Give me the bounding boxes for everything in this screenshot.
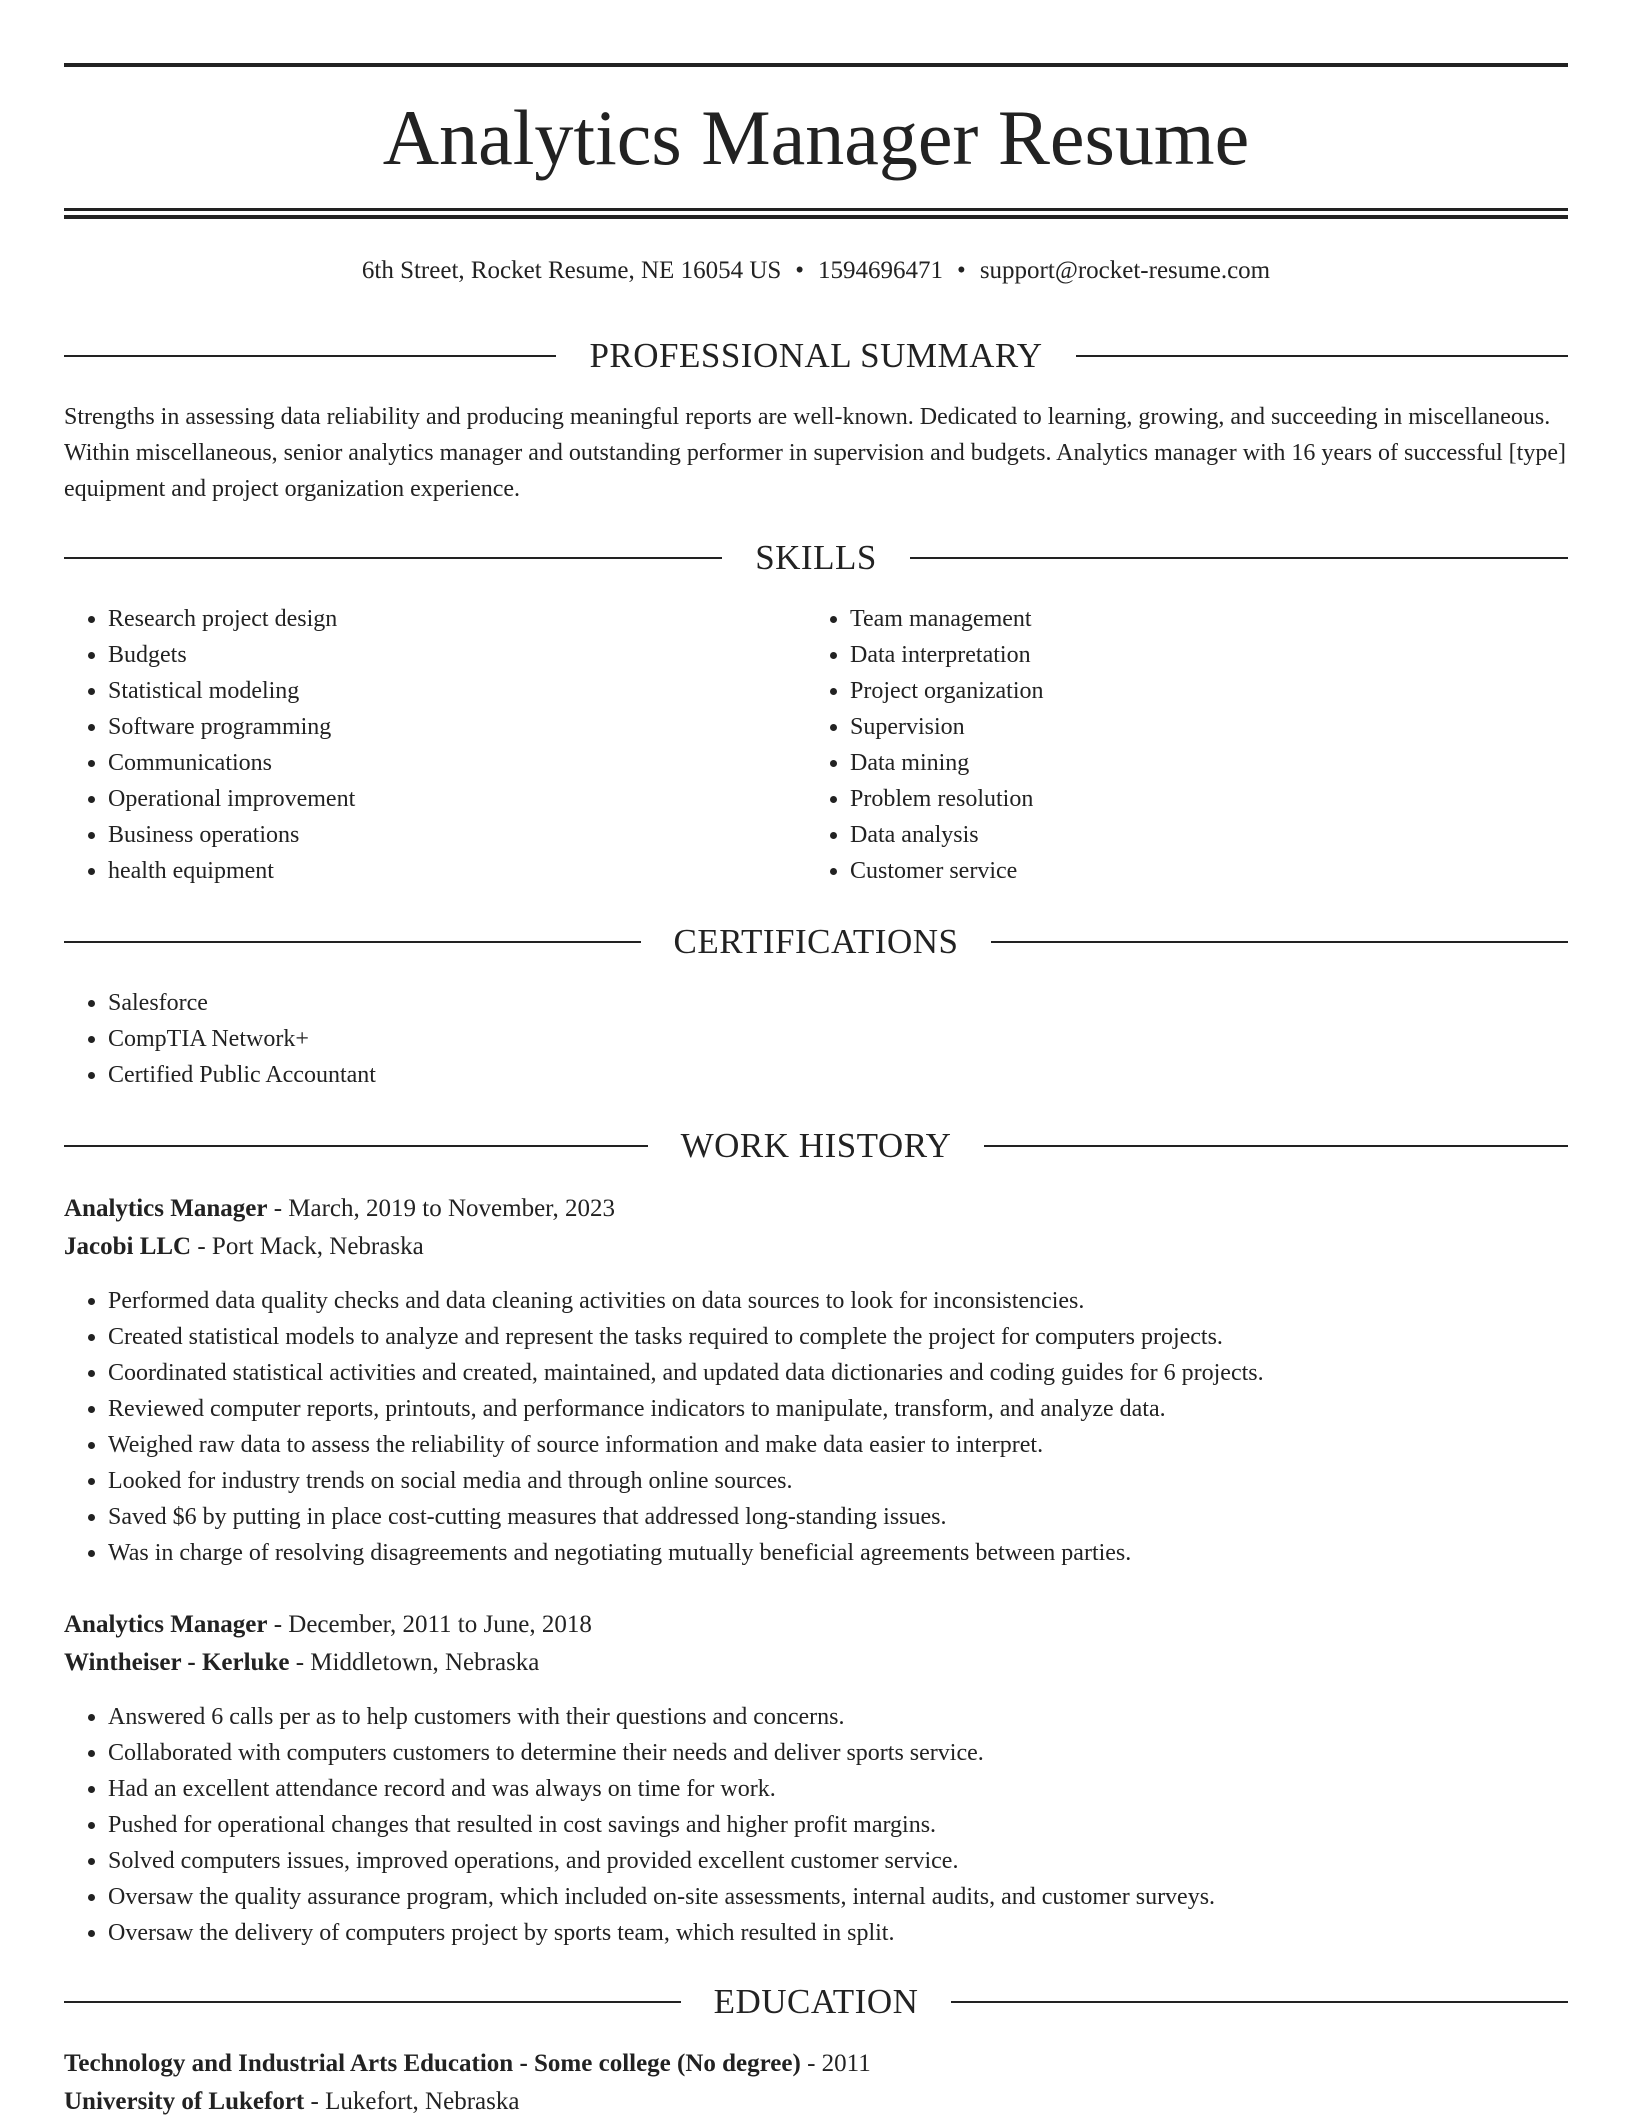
heading-rule (984, 1145, 1568, 1147)
contact-line (64, 253, 1568, 289)
summary-text: Strengths in assessing data reliability and producing meaningful reports are well-known. Dedicated to learning, growing, and succeeding in miscellaneous. Within miscellaneous, senior analytics manager and outstanding performer in supervision and budgets. Analytics manager with 16 years of successful [type] equipment and project organization experience. (64, 404, 1566, 502)
list-item: • Looked for industry trends on social media and through online sources. (108, 1463, 1568, 1499)
list-item: • Created statistical models to analyze and represent the tasks required to complete the project for computers projects. (108, 1319, 1568, 1355)
education-degree: Technology and Industrial Arts Education - Some college (No degree) (64, 2050, 801, 2077)
heading-rule (64, 1145, 648, 1147)
list-item: • CompTIA Network+ (108, 1021, 1508, 1057)
list-item: • Software programming (108, 709, 808, 745)
education-degree-line (64, 2045, 871, 2083)
heading-rule (64, 941, 641, 943)
section-heading-skills (64, 536, 1568, 580)
list-item: • Solved computers issues, improved operations, and provided excellent customer service. (108, 1843, 1568, 1879)
list-item: • Oversaw the delivery of computers project by sports team, which resulted in split. (108, 1915, 1568, 1951)
title-rule-lower (64, 215, 1568, 219)
job-location: - Middletown, Nebraska (289, 1649, 540, 1676)
contact-separator: • (957, 257, 966, 284)
section-title: SKILLS (755, 538, 877, 577)
section-heading-certifications (64, 920, 1568, 964)
list-item: • Pushed for operational changes that resulted in cost savings and higher profit margins. (108, 1807, 1568, 1843)
list-item: • health equipment (108, 853, 808, 889)
skills-list-right (806, 601, 1550, 889)
job-company-line (64, 1644, 539, 1682)
list-item: • Team management (850, 601, 1550, 637)
list-item: • Problem resolution (850, 781, 1550, 817)
list-item: • Performed data quality checks and data cleaning activities on data sources to look for inconsistencies. (108, 1283, 1568, 1319)
list-item: • Answered 6 calls per as to help customers with their questions and concerns. (108, 1699, 1568, 1735)
list-item: • Communications (108, 745, 808, 781)
list-item: • Supervision (850, 709, 1550, 745)
job-title: Analytics Manager (64, 1611, 268, 1638)
section-heading-work-history (64, 1124, 1568, 1168)
contact-phone: 1594696471 (818, 257, 944, 284)
education-school-line (64, 2083, 519, 2121)
heading-rule (991, 941, 1568, 943)
list-item: • Research project design (108, 601, 808, 637)
job-company: Jacobi LLC (64, 1233, 192, 1260)
list-item: • Coordinated statistical activities and created, maintained, and updated data dictionaries and coding guides for 6 projects. (108, 1355, 1568, 1391)
job-location: - Port Mack, Nebraska (191, 1233, 424, 1260)
section-title: PROFESSIONAL SUMMARY (589, 336, 1043, 375)
job-company-line (64, 1228, 424, 1266)
skills-list-left (64, 601, 808, 889)
heading-rule (951, 2001, 1568, 2003)
section-title: CERTIFICATIONS (673, 922, 959, 961)
list-item: • Statistical modeling (108, 673, 808, 709)
list-item: • Data analysis (850, 817, 1550, 853)
job-title-line (64, 1606, 592, 1644)
list-item: • Certified Public Accountant (108, 1057, 1508, 1093)
heading-rule (64, 2001, 681, 2003)
job-dates: - March, 2019 to November, 2023 (267, 1195, 615, 1222)
contact-address: 6th Street, Rocket Resume, NE 16054 US (361, 257, 782, 284)
title-rule-upper (64, 208, 1568, 211)
job-bullets (64, 1699, 1568, 1951)
list-item: • Weighed raw data to assess the reliability of source information and make data easier to interpret. (108, 1427, 1568, 1463)
list-item: • Data mining (850, 745, 1550, 781)
list-item: • Data interpretation (850, 637, 1550, 673)
list-item: • Business operations (108, 817, 808, 853)
heading-rule (910, 557, 1568, 559)
job-title-line (64, 1190, 615, 1228)
list-item: • Collaborated with computers customers to determine their needs and deliver sports service. (108, 1735, 1568, 1771)
job-bullets (64, 1283, 1568, 1571)
page-title: Analytics Manager Resume (382, 94, 1250, 181)
contact-email: support@rocket-resume.com (979, 257, 1271, 284)
certifications-list (64, 985, 1508, 1093)
education-year: - 2011 (800, 2050, 871, 2077)
list-item: • Saved $6 by putting in place cost-cutting measures that addressed long-standing issues. (108, 1499, 1568, 1535)
list-item: • Reviewed computer reports, printouts, and performance indicators to manipulate, transform, and analyze data. (108, 1391, 1568, 1427)
list-item: • Project organization (850, 673, 1550, 709)
list-item: • Customer service (850, 853, 1550, 889)
section-title: EDUCATION (713, 1982, 919, 2021)
job-title: Analytics Manager (64, 1195, 268, 1222)
job-company: Wintheiser - Kerluke (64, 1649, 290, 1676)
list-item: • Oversaw the quality assurance program, which included on-site assessments, internal audits, and customer surveys. (108, 1879, 1568, 1915)
section-title: WORK HISTORY (680, 1126, 952, 1165)
list-item: • Was in charge of resolving disagreements and negotiating mutually beneficial agreements between parties. (108, 1535, 1568, 1571)
education-location: - Lukefort, Nebraska (304, 2088, 520, 2115)
heading-rule (64, 557, 722, 559)
heading-rule (64, 355, 556, 357)
section-heading-summary (64, 334, 1568, 378)
education-school: University of Lukefort (64, 2088, 305, 2115)
top-rule (64, 63, 1568, 67)
list-item: • Budgets (108, 637, 808, 673)
list-item: • Salesforce (108, 985, 1508, 1021)
section-heading-education (64, 1980, 1568, 2024)
job-dates: - December, 2011 to June, 2018 (267, 1611, 592, 1638)
list-item: • Had an excellent attendance record and was always on time for work. (108, 1771, 1568, 1807)
heading-rule (1076, 355, 1568, 357)
contact-separator: • (795, 257, 805, 284)
list-item: • Operational improvement (108, 781, 808, 817)
